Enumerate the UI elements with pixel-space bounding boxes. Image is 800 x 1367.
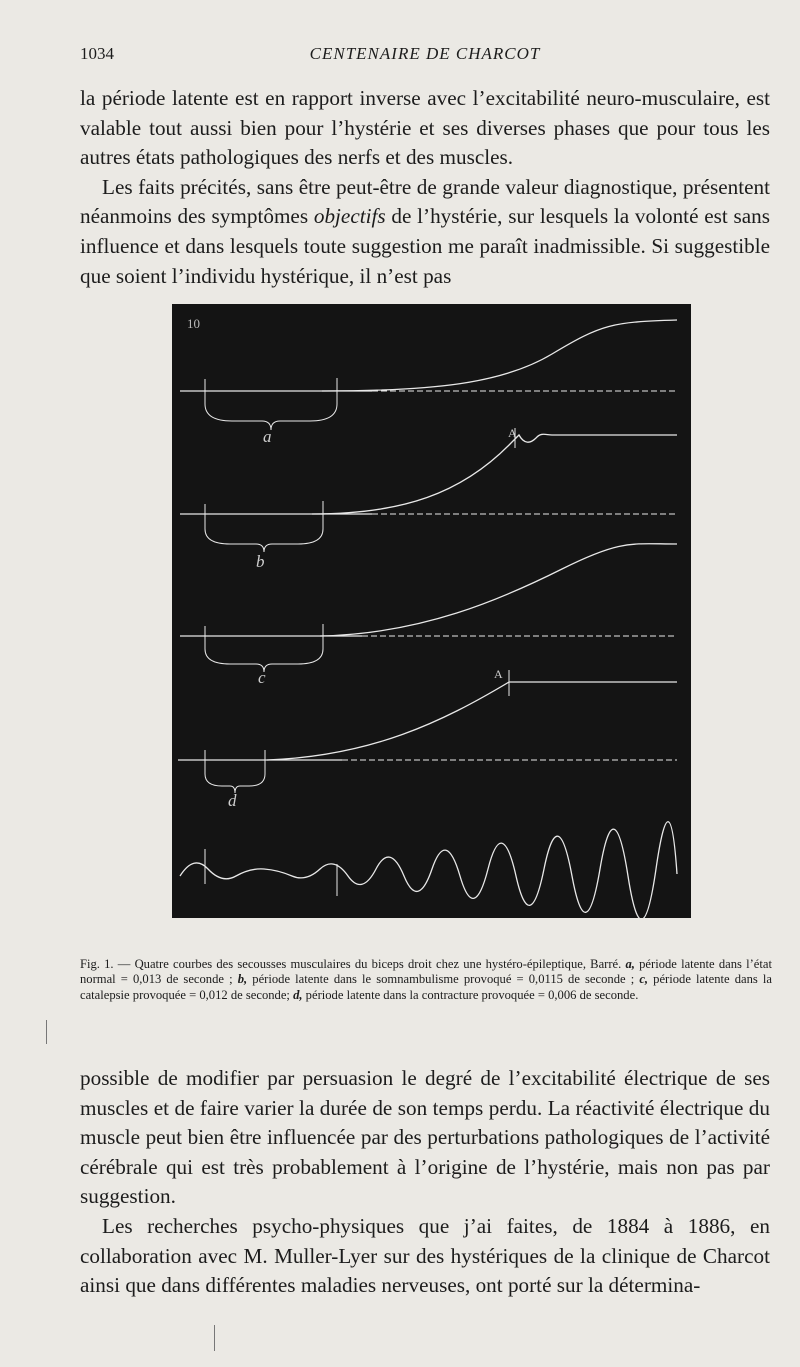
caption-text-1: Quatre courbes des secousses musculaires du biceps droit chez une hystéro-épileptique, Barré.	[130, 957, 626, 971]
margin-mark	[46, 1020, 47, 1044]
paragraph-1: la période latente est en rapport inverse avec l’excitabilité neuro-musculaire, est valable tout aussi bien pour l’hystérie et ses diverses phases que pour tous les autres états pathologiques des nerfs et des muscles.	[80, 86, 770, 170]
caption-text-b: période latente dans le somnambulisme provoqué = 0,0115 de seconde ;	[247, 972, 640, 987]
trace-a	[180, 320, 677, 430]
time-trace	[180, 822, 677, 918]
page-number: 1034	[80, 44, 114, 63]
caption-d: d,	[293, 987, 303, 1002]
text-block-bottom	[80, 1064, 770, 1301]
label-a: a	[263, 427, 272, 446]
caption-a: a,	[625, 957, 635, 971]
plate-number: 10	[187, 316, 200, 331]
trace-d	[178, 670, 677, 793]
caption-b: b,	[237, 972, 248, 987]
caption-fig-label: Fig. 1. —	[80, 957, 131, 971]
label-d: d	[228, 791, 237, 810]
trace-b	[180, 428, 677, 552]
figure-caption	[80, 957, 772, 1003]
paragraph-3: possible de modifier par persuasion le degré de l’excitabilité électrique de ses muscles et de faire varier la durée de son temps perdu. La réactivité électrique du muscle peut bien être influencée par des perturbations pathologiques de l’activité cérébrale qui est très probablement à l’origine de l’hystérie, mais non pas par suggestion.	[80, 1066, 770, 1209]
label-A-d: A	[494, 667, 503, 681]
label-b: b	[256, 552, 265, 571]
page-header	[80, 44, 770, 70]
caption-text-a: période latente dans l’état normal = 0,013 de seconde ;	[80, 957, 772, 987]
label-c: c	[258, 668, 266, 687]
caption-c: c,	[639, 972, 649, 987]
trace-c	[180, 544, 677, 672]
paragraph-2-part-2: de l’hystérie, sur lesquels la volonté est sans influence et dans lesquels toute suggestion me paraît inadmissible. Si suggestible que soient l’individu hystérique, il n’est pas	[80, 204, 771, 288]
paragraph-4: Les recherches psycho-physiques que j’ai faites, de 1884 à 1886, en collaboration avec M. Muller-Lyer sur des hystériques de la clinique de Charcot ainsi que dans différentes maladies nerveuses, ont porté sur la détermina-	[80, 1213, 770, 1298]
paragraph-2-part-1: Les faits précités, sans être peut-être de grande valeur diagnostique, présentent néanmoins des symptômes	[80, 174, 770, 229]
caption-text-d: période latente dans la contracture provoquée = 0,006 de seconde.	[302, 987, 639, 1002]
paragraph-2-italic: objectifs	[313, 204, 386, 229]
kymograph-traces	[172, 304, 691, 918]
paragraph-2	[80, 173, 770, 291]
label-A-b: A	[508, 426, 517, 440]
running-title: CENTENAIRE DE CHARCOT	[309, 44, 541, 63]
caption-text-c: période latente dans la catalepsie provoquée = 0,012 de seconde;	[80, 972, 772, 1002]
figure-plate	[172, 304, 691, 918]
text-block-top	[80, 84, 770, 291]
margin-mark	[214, 1325, 215, 1351]
